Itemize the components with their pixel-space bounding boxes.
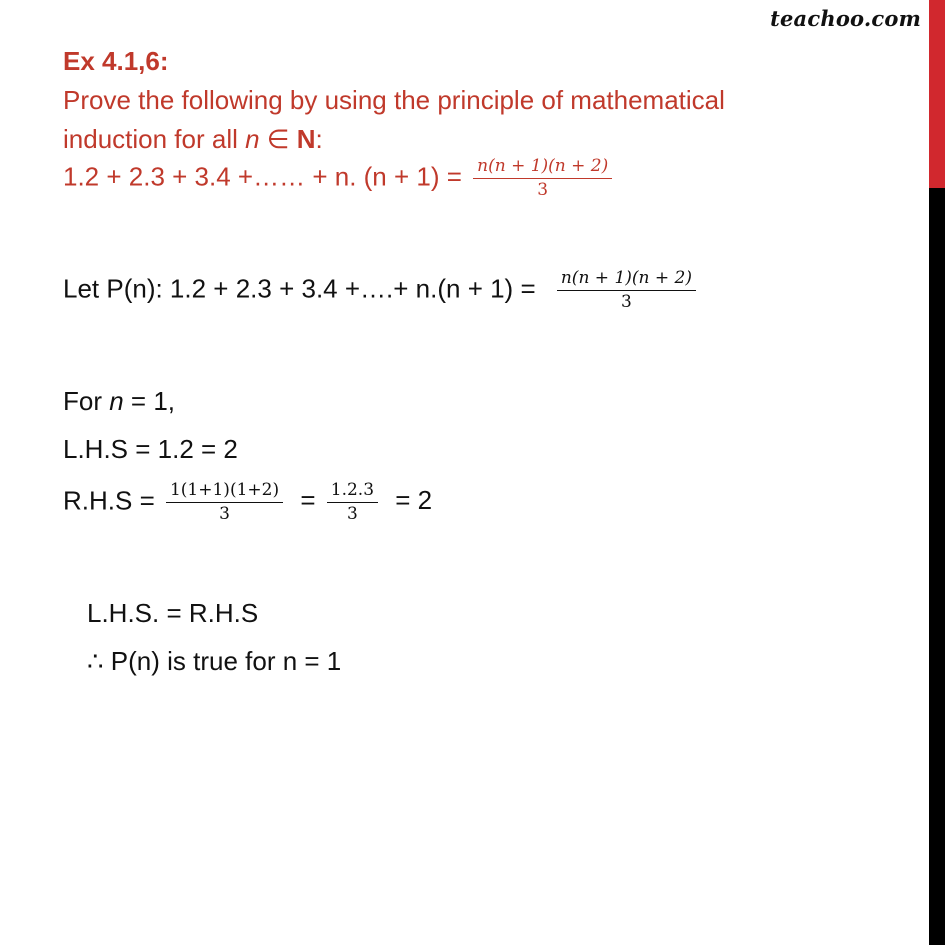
rhs-line	[63, 482, 432, 523]
sidebar-accent-red	[929, 0, 945, 188]
lhs-equals-rhs: L.H.S. = R.H.S	[87, 598, 259, 628]
series-fraction	[473, 158, 612, 199]
for-n-line	[63, 388, 175, 414]
question-line-2	[63, 126, 323, 152]
question-variable: n	[245, 124, 260, 154]
therefore-line: ∴ P(n) is true for n = 1	[87, 646, 342, 676]
rhs-result: = 2	[395, 485, 433, 516]
rhs-fraction-2	[327, 482, 378, 523]
fraction-denominator: 3	[219, 504, 230, 524]
for-variable: n	[109, 386, 124, 416]
statement-text: Let P(n): 1.2 + 2.3 + 3.4 +….+ n.(n + 1) =	[63, 273, 536, 304]
sidebar-accent-black	[929, 188, 945, 945]
statement-line	[63, 270, 700, 311]
fraction-denominator: 3	[346, 504, 358, 524]
statement-fraction	[557, 270, 696, 311]
rhs-equals: =	[300, 485, 316, 516]
fraction-denominator: 3	[537, 180, 549, 200]
question-element-of: ∈	[259, 124, 297, 154]
lhs-line: L.H.S = 1.2 = 2	[63, 434, 238, 464]
fraction-numerator: n(n + 1)(n + 2)	[473, 158, 612, 179]
exercise-title: Ex 4.1,6:	[63, 46, 169, 76]
for-prefix: For	[63, 386, 110, 416]
teachoo-logo: teachoo.com	[770, 6, 921, 31]
rhs-label: R.H.S =	[63, 485, 155, 516]
question-colon: :	[315, 124, 323, 154]
question-line-1: Prove the following by using the principle of mathematical	[63, 85, 725, 115]
question-line-2-prefix: induction for all	[63, 124, 246, 154]
fraction-numerator: 1(1+1)(1+2)	[166, 482, 283, 503]
fraction-numerator: n(n + 1)(n + 2)	[557, 270, 696, 291]
for-suffix: = 1,	[123, 386, 176, 416]
rhs-fraction-1	[166, 482, 283, 523]
series-text: 1.2 + 2.3 + 3.4 +…… + n. (n + 1) =	[63, 161, 470, 192]
fraction-numerator: 1.2.3	[327, 482, 378, 503]
series-equation	[63, 158, 616, 199]
natural-numbers-symbol: N	[296, 124, 316, 154]
fraction-denominator: 3	[621, 292, 632, 312]
